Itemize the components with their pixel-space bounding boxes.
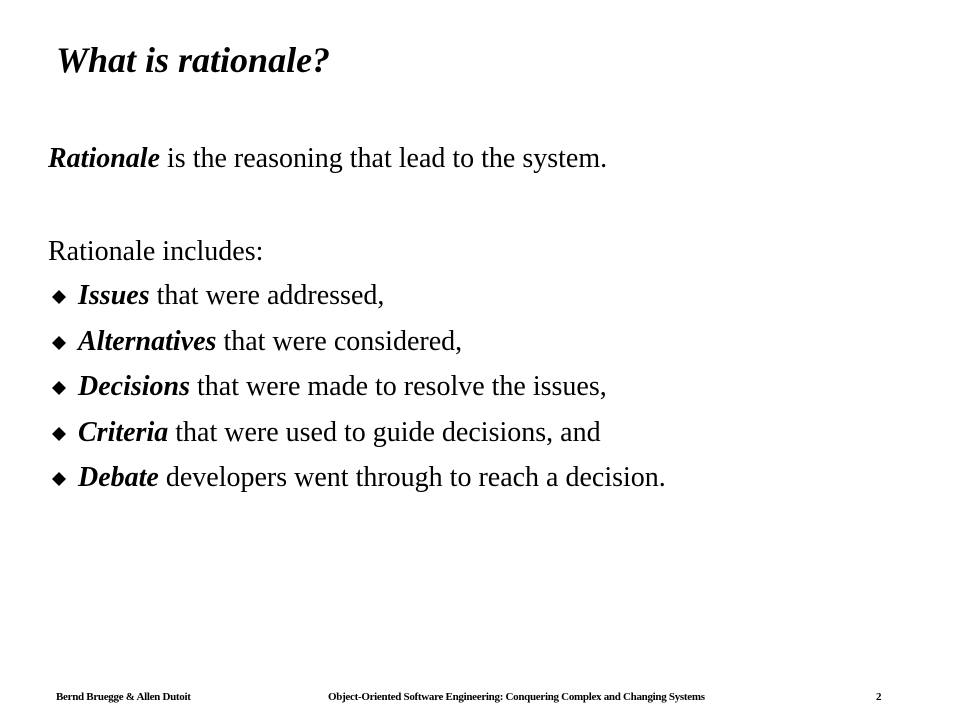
bullet-item-debate <box>48 459 666 505</box>
bullet-term: Debate <box>78 462 159 493</box>
diamond-bullet-icon <box>52 290 66 304</box>
bullet-term: Alternatives <box>78 325 217 357</box>
diamond-bullet-icon <box>52 427 66 441</box>
bullet-text: that were addressed, <box>149 280 385 311</box>
footer-book-title: Object-Oriented Software Engineering: Conquering Complex and Changing Systems <box>328 691 705 703</box>
definition-text: is the reasoning that lead to the system. <box>160 143 608 174</box>
definition-term: Rationale <box>48 143 161 174</box>
bullet-item-criteria <box>48 414 666 460</box>
diamond-bullet-icon <box>52 336 66 350</box>
bullet-item-decisions <box>48 368 666 414</box>
footer-page-number: 2 <box>876 691 882 703</box>
bullet-text: that were made to resolve the issues, <box>190 371 607 402</box>
bullet-term: Criteria <box>78 416 169 448</box>
bullet-term: Decisions <box>78 371 190 402</box>
definition-line <box>48 140 607 178</box>
bullet-text: that were used to guide decisions, and <box>168 416 601 448</box>
bullet-item-issues <box>48 277 666 323</box>
bullet-text: developers went through to reach a decision. <box>158 462 666 493</box>
bullet-item-alternatives <box>48 323 666 369</box>
slide-title: What is rationale? <box>56 40 331 80</box>
diamond-bullet-icon <box>52 381 66 395</box>
bullet-list <box>48 277 666 505</box>
bullet-term: Issues <box>78 280 150 311</box>
bullet-text: that were considered, <box>216 325 463 357</box>
diamond-bullet-icon <box>52 472 66 486</box>
footer-authors: Bernd Bruegge & Allen Dutoit <box>56 691 191 703</box>
includes-label: Rationale includes: <box>48 236 264 267</box>
